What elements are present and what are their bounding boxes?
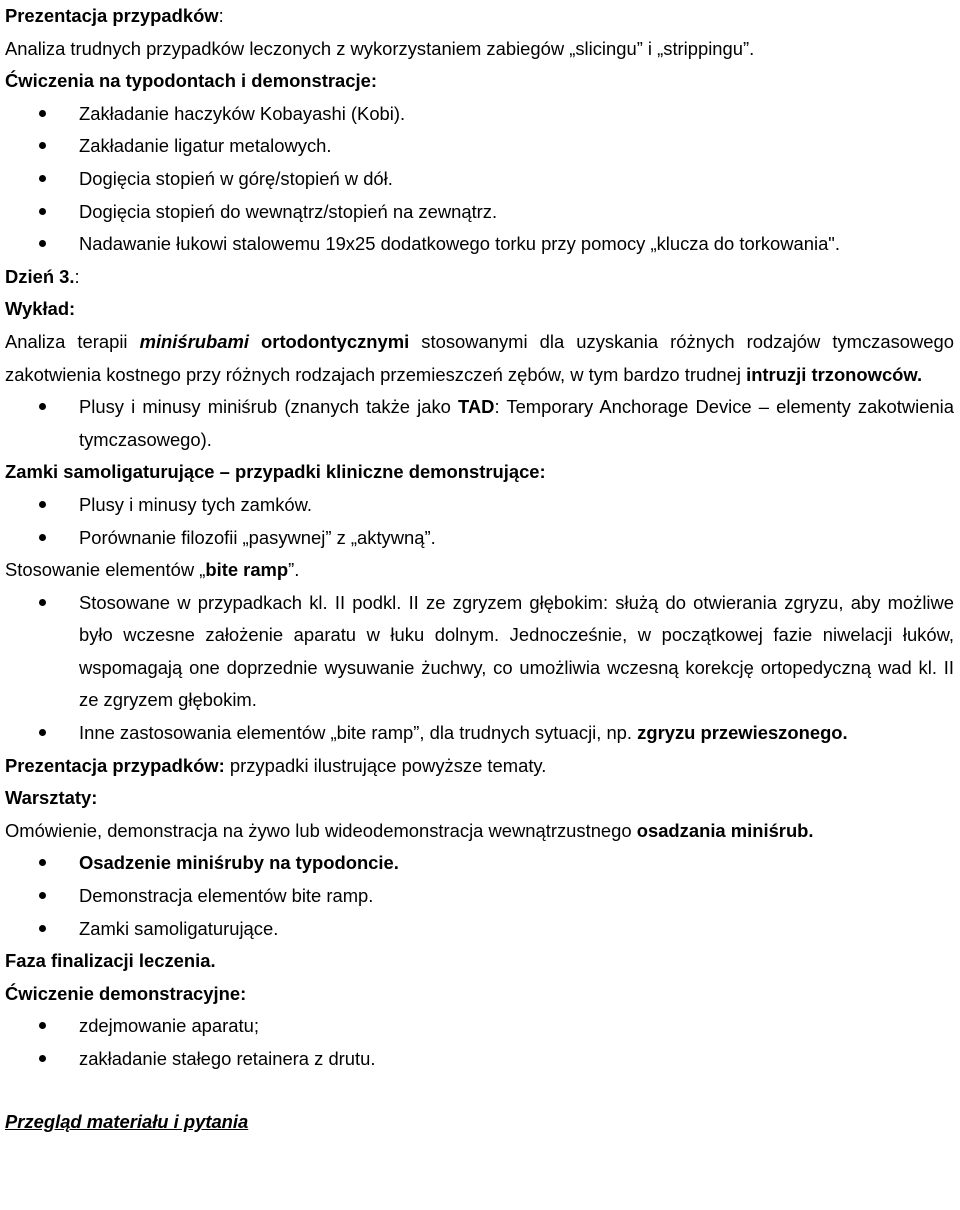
section-heading-demo-exercise: Ćwiczenie demonstracyjne: — [5, 982, 247, 1004]
case-presentation-line: Prezentacja przypadków: przypadki ilustrujące powyższe tematy. — [5, 754, 547, 776]
lecture-list — [5, 391, 954, 456]
list-item: Inne zastosowania elementów „bite ramp”, dla trudnych sytuacji, np. zgryzu przewieszonego. — [5, 717, 954, 750]
section-heading-case-presentation: Prezentacja przypadków: — [5, 5, 224, 26]
bite-ramp-list — [5, 587, 954, 750]
list-item: Zamki samoligaturujące. — [5, 913, 954, 946]
list-item: Nadawanie łukowi stalowemu 19x25 dodatkowego torku przy pomocy „klucza do torkowania". — [5, 228, 954, 261]
exercises-list — [5, 98, 954, 261]
section-heading-finalization: Faza finalizacji leczenia. — [5, 950, 216, 972]
section-heading-lecture: Wykład: — [5, 298, 76, 320]
section-heading-self-ligating-brackets: Zamki samoligaturujące – przypadki kliniczne demonstrujące: — [5, 461, 546, 483]
section-heading-exercises: Ćwiczenia na typodontach i demonstracje: — [5, 70, 377, 92]
demo-list — [5, 1010, 954, 1075]
list-item: Dogięcia stopień do wewnątrz/stopień na zewnątrz. — [5, 196, 954, 229]
workshop-paragraph: Omówienie, demonstracja na żywo lub wideodemonstracja wewnątrzustnego osadzania miniśrub. — [5, 819, 814, 841]
list-item: Porównanie filozofii „pasywnej” z „aktywną”. — [5, 522, 954, 555]
list-item: Stosowane w przypadkach kl. II podkl. II ze zgryzem głębokim: służą do otwierania zgryzu, aby możliwe było wczesne założenie aparatu w łuku dolnym. Jednocześnie, w początkowej fazie niwelacji łuków, wspomagają one doprzednie wysuwanie żuchwy, co umożliwia wczesną korekcję ortopedyczną wad kl. II ze zgryzem głębokim. — [5, 587, 954, 717]
list-item: Demonstracja elementów bite ramp. — [5, 880, 954, 913]
list-item: zdejmowanie aparatu; — [5, 1010, 954, 1043]
brackets-list — [5, 489, 954, 554]
workshop-list — [5, 847, 954, 945]
list-item: Plusy i minusy tych zamków. — [5, 489, 954, 522]
list-item: zakładanie stałego retainera z drutu. — [5, 1043, 954, 1076]
case-analysis-text: Analiza trudnych przypadków leczonych z wykorzystaniem zabiegów „slicingu” i „strippingu”. — [5, 37, 755, 59]
list-item: Plusy i minusy miniśrub (znanych także jako TAD: Temporary Anchorage Device – elementy zakotwienia tymczasowego). — [5, 391, 954, 456]
list-item: Osadzenie miniśruby na typodoncie. — [5, 847, 954, 880]
day-heading: Dzień 3.: — [5, 265, 80, 287]
review-title: Przegląd materiału i pytania — [5, 1110, 249, 1132]
list-item: Zakładanie ligatur metalowych. — [5, 130, 954, 163]
section-heading-workshop: Warsztaty: — [5, 787, 98, 809]
bite-ramp-heading: Stosowanie elementów „bite ramp”. — [5, 559, 300, 581]
list-item: Dogięcia stopień w górę/stopień w dół. — [5, 163, 954, 196]
list-item: Zakładanie haczyków Kobayashi (Kobi). — [5, 98, 954, 131]
lecture-paragraph: Analiza terapii miniśrubami ortodontycznymi stosowanymi dla uzyskania różnych rodzajów tymczasowego zakotwienia kostnego przy różnych rodzajach przemieszczeń zębów, w tym bardzo trudnej intruzji trzonowców. — [5, 330, 954, 385]
